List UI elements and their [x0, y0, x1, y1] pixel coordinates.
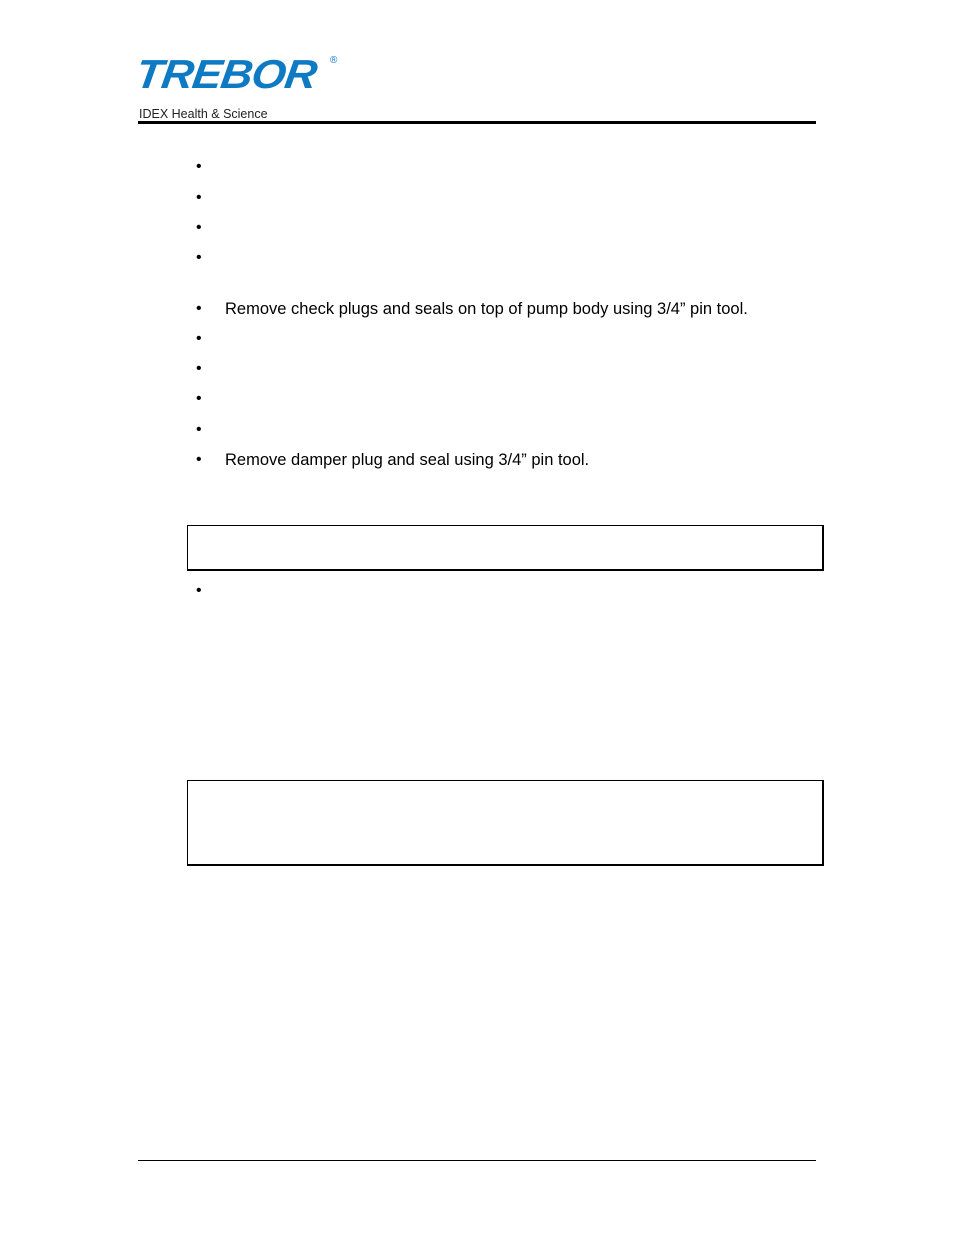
list-item-text: Remove damper plug and seal using 3/4” pin tool. [225, 451, 590, 469]
bullet-icon: • [196, 421, 202, 438]
bullet-icon: • [196, 158, 202, 175]
logo-subtitle: IDEX Health & Science [139, 107, 268, 121]
list-item-text: Remove check plugs and seals on top of pump body using 3/4” pin tool. [225, 300, 748, 318]
bullet-icon: • [196, 219, 202, 236]
bullet-icon: • [196, 390, 202, 407]
bullet-icon: • [196, 360, 202, 377]
note-box [187, 525, 824, 571]
header-divider [138, 121, 816, 124]
bullet-icon: • [196, 582, 202, 599]
footer-divider [138, 1160, 816, 1161]
bullet-icon: • [196, 330, 202, 347]
bullet-icon: • [196, 249, 202, 266]
bullet-icon: • [196, 189, 202, 206]
bullet-icon: • [196, 300, 202, 317]
warning-box [187, 780, 824, 866]
logo-wordmark: TREBOR [132, 52, 320, 98]
registered-mark: ® [330, 55, 338, 66]
bullet-icon: • [196, 451, 202, 468]
trebor-logo [132, 52, 349, 124]
